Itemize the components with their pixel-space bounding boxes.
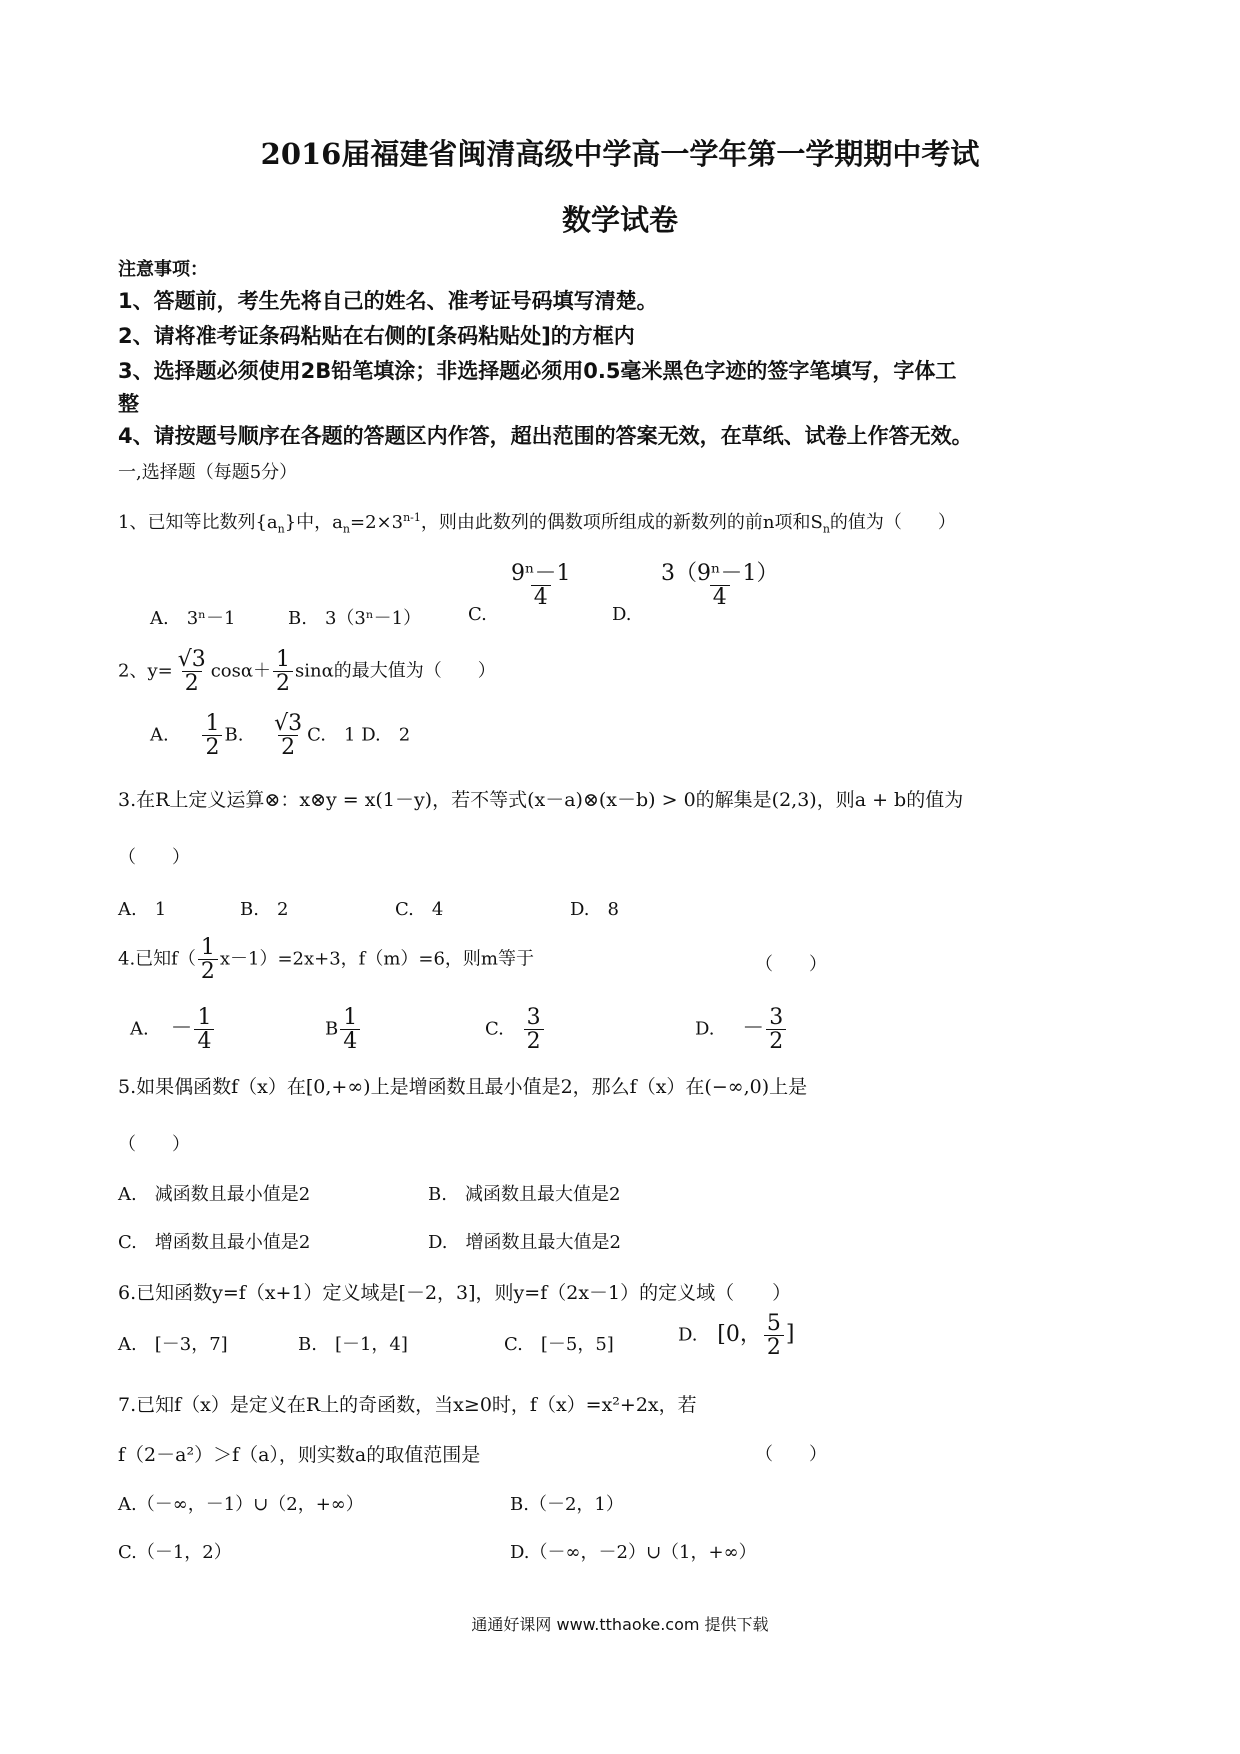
document-title: 2016届福建省闽清高级中学高一学年第一学期期中考试: [260, 137, 980, 171]
notice-item-1: 1、答题前，考生先将自己的姓名、准考证号码填写清楚。: [118, 289, 658, 313]
q3-option-a: A. 1: [118, 899, 167, 920]
q4-option-c: C. $\frac{3}{2}$: [485, 1006, 546, 1053]
q6-option-d: D. [0， $\frac{5}{2}$ ]: [678, 1311, 795, 1361]
question-7-line-2: f（2－a²）＞f（a），则实数a的取值范围是: [118, 1444, 481, 1466]
section-heading: 一,选择题（每题5分）: [118, 462, 298, 483]
q7-option-a: A.（－∞，－1）∪（2，+∞）: [118, 1494, 364, 1515]
q1-option-c-label: C.: [468, 604, 487, 625]
notice-item-2: 2、请将准考证条码粘贴在右侧的[条码粘贴处]的方框内: [118, 324, 635, 348]
q5-option-b: B. 减函数且最大值是2: [428, 1184, 621, 1205]
document-subtitle: 数学试卷: [561, 203, 678, 237]
q3-option-d: D. 8: [570, 899, 619, 920]
q1-option-a: A. 3ⁿ－1: [150, 608, 236, 629]
q5-option-a: A. 减函数且最小值是2: [118, 1184, 311, 1205]
question-6: 6.已知函数y=f（x+1）定义域是[－2，3]，则y=f（2x－1）的定义域（ ）: [118, 1282, 792, 1304]
notice-item-3: 3、选择题必须使用2B铅笔填涂；非选择题必须用0.5毫米黑色字迹的签字笔填写，字体工: [118, 359, 957, 383]
q4-option-a: A. － $\frac{1}{4}$: [130, 1006, 216, 1053]
notice-item-4: 4、请按题号顺序在各题的答题区内作答，超出范围的答案无效，在草纸、试卷上作答无效。: [118, 424, 973, 448]
notice-heading: 注意事项：: [118, 259, 208, 280]
q3-option-c: C. 4: [395, 899, 444, 920]
q3-blank: （ ）: [118, 847, 190, 868]
q1-option-d-fraction: $\frac{\text{3（9ⁿ－1）}}{4}$: [661, 561, 779, 611]
q1-option-b: B. 3（3ⁿ－1）: [288, 608, 422, 629]
q5-option-c: C. 增函数且最小值是2: [118, 1232, 311, 1253]
q6-option-c: C. [－5，5]: [504, 1334, 614, 1355]
q4-blank: （ ）: [755, 954, 827, 975]
question-1: 1、已知等比数列$\{a_n\}$中，$a_n=2\times 3^{n-1}$，则由此数列的偶数项所组成的新数列的前n项和$S_n$的值为（ ）: [118, 511, 956, 536]
q5-blank: （ ）: [118, 1134, 190, 1155]
q3-option-b: B. 2: [240, 899, 289, 920]
q4-option-d: D. － $\frac{3}{2}$: [695, 1006, 788, 1053]
q4-option-b: B $\frac{1}{4}$: [325, 1006, 362, 1053]
q6-option-a: A. [－3，7]: [118, 1334, 228, 1355]
q7-blank: （ ）: [755, 1444, 827, 1465]
footer-source: 通通好课网 www.tthaoke.com 提供下载: [471, 1615, 769, 1634]
question-2: 2、y= $\frac{√3}{2}$ cosα＋ $\frac{1}{2}$ sinα的最大值为（ ）: [118, 647, 496, 697]
q7-option-d: D.（－∞，－2）∪（1，+∞）: [510, 1542, 757, 1563]
q5-option-d: D. 增函数且最大值是2: [428, 1232, 621, 1253]
q1-option-c-fraction: $\frac{\text{9ⁿ－1}}{4}$: [511, 561, 571, 611]
q1-option-d-label: D.: [612, 604, 632, 625]
question-4: 4.已知f（ $\frac{1}{2}$ x－1）=2x+3，f（m）=6，则m等于: [118, 935, 534, 985]
q6-option-b: B. [－1，4]: [298, 1334, 408, 1355]
notice-item-3-cont: 整: [118, 392, 139, 416]
q7-option-c: C.（－1，2）: [118, 1542, 232, 1563]
question-3: 3.在R上定义运算⊗：x⊗y = x(1－y)，若不等式(x－a)⊗(x－b) > 0的解集是(2,3)，则a + b的值为: [118, 789, 964, 811]
q2-options: A. $\frac{1}{2}$ B. $\frac{√3}{2}$ C. 1 D. 2: [150, 711, 411, 761]
question-5: 5.如果偶函数f（x）在[0,+∞)上是增函数且最小值是2，那么f（x）在(−∞,0)上是: [118, 1076, 808, 1098]
q7-option-b: B.（－2，1）: [510, 1494, 624, 1515]
question-7-line-1: 7.已知f（x）是定义在R上的奇函数，当x≥0时，f（x）=x²+2x，若: [118, 1394, 697, 1416]
